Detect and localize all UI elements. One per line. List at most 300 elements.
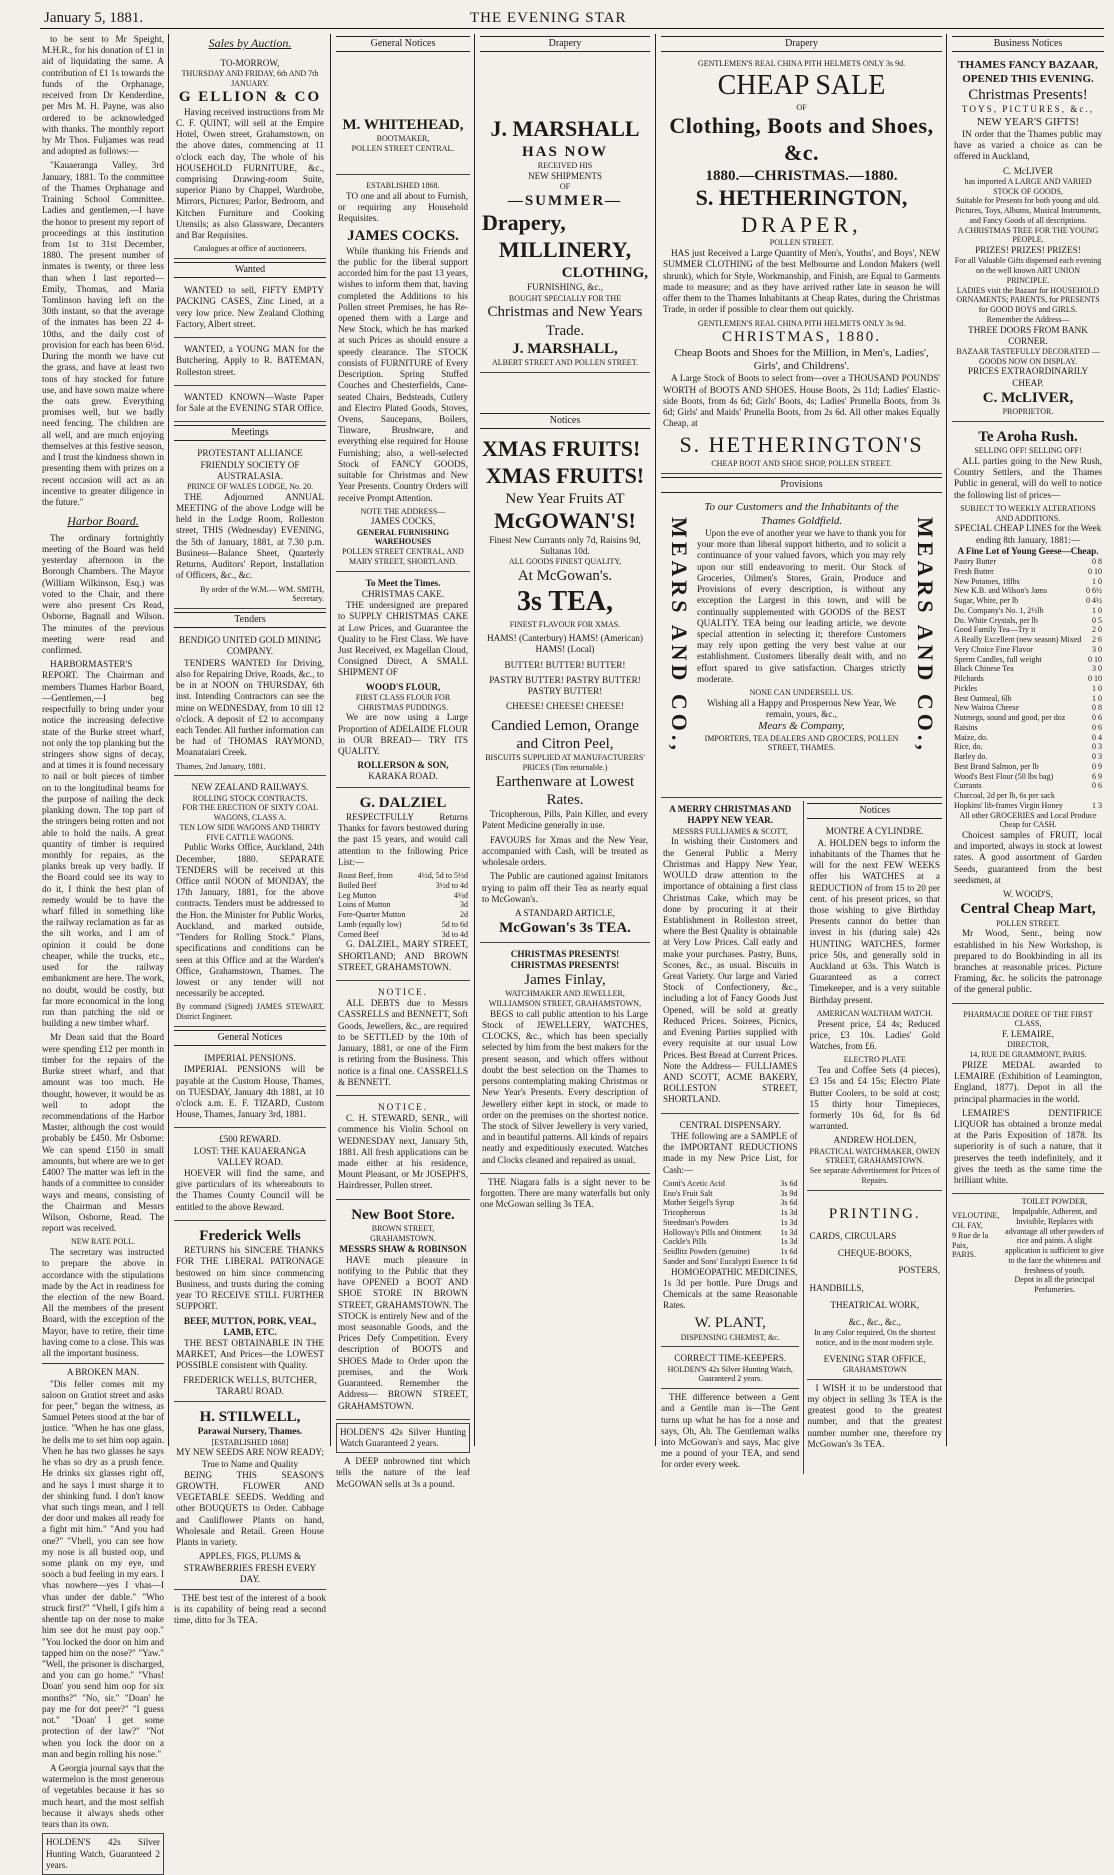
cheap-shop: CHEAP BOOT AND SHOE SHOP, POLLEN STREET. [711, 459, 892, 469]
grocery-row-label: Sperm Candles, full weight [954, 654, 1042, 664]
christmas-1880-2: CHRISTMAS, 1880. [721, 329, 882, 346]
at-mcgowans: At McGowan's. [517, 568, 613, 585]
toilet-text: Impalpable, Adherent, and Invisible, Replaces with advantage all other powders of rice and paints. A slight application is sufficient to give to the face the whiteness and freshness of youth. [1005, 1207, 1104, 1275]
dalziel-text: RESPECTFULLY Returns Thanks for favors bestowed during the past 15 years, and would call attention to the following Price List:— [338, 811, 468, 867]
grocery-row-label: Wood's Best Flour (50 lbs bag) [954, 771, 1054, 781]
whitehead-name: M. WHITEHEAD, [342, 117, 464, 134]
price-row [338, 920, 468, 930]
established: [ESTABLISHED 1868] [211, 1437, 289, 1447]
column-general-notices [336, 34, 470, 1489]
biscuits: BISCUITS SUPPLIED AT MANUFACTURERS' PRICES (Tins returnable.) [485, 753, 645, 772]
drug-row [663, 1228, 797, 1238]
grocery-row-price: 0 10 [1088, 654, 1102, 664]
f-lemaire: F. LEMAIRE, [1001, 1029, 1055, 1040]
butter: BUTTER! BUTTER! BUTTER! [504, 659, 626, 670]
wood-text: Mr Wood, Senr., being now established in his New Workshop, is prepared to do Bookbinding in all its branches at reasonable prices. Picture Framing, &c. he solicits the patronage of the general public. [954, 928, 1102, 995]
masthead-rule [40, 28, 1104, 29]
grocery-row-price: 3 0 [1092, 644, 1102, 654]
column-auctions [174, 34, 326, 1626]
draper: DRAPER, [741, 211, 862, 237]
new-rate-poll-heading: NEW RATE POLL. [70, 1237, 136, 1247]
holden-small: HOLDEN'S 42s Silver Hunting Watch, Guaranteed 2 years. [667, 1364, 793, 1384]
grocery-row-price: 0 4½ [1086, 596, 1102, 606]
new-year-fruits: New Year Fruits AT [505, 490, 625, 507]
veloutine: VELOUTINE, [952, 1211, 1000, 1221]
cheque-books: CHEQUE-BOOKS, [837, 1248, 912, 1259]
finlay-text: BEGS to call public attention to his Large Stock of JEWELLERY, WATCHES, CLOCKS, &c., which has been specially selected by him from the best makers for the present season, and which offers without doubt the best selection on the Thames to persons contemplating making Christmas or New Year's Presents. Every description of Jewellery either kept in stock, or made to order on the premises on the shortest notice. The stock of Silver Jewellery is very varied, and in beautiful patterns. All kinds of repairs neatly and expeditiously executed. Watches and Clocks cleaned and repaired as usual. [482, 1008, 648, 1165]
marshall-address: ALBERT STREET AND POLLEN STREET. [492, 358, 638, 368]
drug-row-price: 3s 9d [780, 1188, 798, 1198]
shaw-text: HAVE much pleasure in notifying to the Public that they have OPENED a BOOT AND SHOE STORE IN BROWN STREET, GRAHAMSTOWN. The STOCK is entirely New and of the most seasonable Goods, and the Prices Defy Competition. Every description of BOOTS and SHOES Made to Order upon the premises, and the Work Guaranteed. Remember the Address— BROWN STREET, GRAHAMSTOWN. [338, 1254, 468, 1411]
grocery-row [954, 713, 1102, 723]
drug-row-label: Seidlitz Powders (genuine) [663, 1247, 750, 1257]
established-1868: ESTABLISHED 1868. [366, 180, 440, 190]
clothing: CLOTHING, [561, 264, 648, 281]
mears-vertical-left: MEARS AND CO., [666, 517, 692, 755]
correct-timekeepers: CORRECT TIME-KEEPERS. [674, 1353, 787, 1364]
mears-vertical-right: MEARS AND CO., [913, 517, 938, 755]
grocery-row-label: Best Brand Salmon, per lb [954, 761, 1039, 771]
drug-row [663, 1237, 797, 1247]
toys-pictures: TOYS, PICTURES, &c., [961, 104, 1095, 115]
new-seeds: MY NEW SEEDS ARE NOW READY; True to Name and Quality [176, 1447, 324, 1469]
toilet-left [952, 1197, 1002, 1295]
drug-row-price: 3s 6d [780, 1178, 798, 1188]
grocery-row-label: New Potatoes, 18lbs [954, 576, 1020, 586]
hetherington: S. HETHERINGTON, [695, 184, 908, 210]
lost-road: LOST: THE KAUAERANGA VALLEY ROAD. [193, 1145, 307, 1167]
fw-butcher: FREDERICK WELLS, BUTCHER, TARARU ROAD. [183, 1374, 317, 1396]
grocery-row-label: A Really Excellent (new season) Mixed [954, 635, 1082, 645]
any-color: In any Color required, On the shortest notice, and in the most modern style. [813, 1328, 936, 1347]
grocery-row [954, 781, 1102, 791]
prizes: PRIZES! PRIZES! PRIZES! [975, 245, 1081, 256]
column-divider [330, 34, 331, 1446]
stilwell: H. STILWELL, [199, 1409, 301, 1426]
drug-row-price: 3s 6d [780, 1198, 798, 1208]
grocery-row-label: Fresh Butter [954, 566, 994, 576]
drapery-word: Drapery, [482, 210, 566, 236]
business-notices-heading: Business Notices [952, 36, 1104, 52]
grocery-row [954, 655, 1102, 665]
grocery-row-price: 0 3 [1092, 742, 1102, 752]
new-shipments: NEW SHIPMENTS [527, 171, 603, 182]
harbormaster-report: HARBORMASTER'S REPORT. The Chairman and members Thames Harbor Board,—Gentlemen,—I beg respectfully to bring under your notice the increasing defective state of the Burke street wharf, not only the top planking but the stringers show signs of decay, and at times it is found necessary to nail or bolt pieces of timber on to the longitudinal beams for the purpose of nailing the deck planking down. The top part of the stringers being rotten and not able to hold the nails. A great quantity of timber is required monthly for repairs, as the planks break up very badly. If the Board could see its way to do it, I think the best plan of remedy would be to have the wharf filled in something like the railway reclamation as far as the silt works, and I am of opinion it could be done cheaper, while the trucks, etc., used for the railway embankment are here. The work, no doubt, would be costly, but far more economical in the long run than patching the old or building a new timber wharf. [42, 659, 164, 1029]
whitehead-address: POLLEN STREET CENTRAL. [351, 144, 455, 154]
grocery-row-label: New K.B. and Wilson's Jams [954, 586, 1047, 596]
toilet-right [1005, 1197, 1104, 1295]
wanted-known: WANTED KNOWN—Waste Paper for Sale at the EVENING STAR Office. [176, 391, 324, 413]
cocks-text: While thanking his Friends and the public for the liberal support accorded him for the past 13 years, wishes to inform them that, having completed the Additions to his Pollen street Premises, he has Re-opened them with a Large and New Stock, which he has marked at such Prices as should ensure a speedy clearance. The STOCK consists of FURNITURE of Every Description. Spring Stuffed Couches and Chesterfields, Cane-seated Chairs, Bedsteads, Cutlery and Electro Plated Goods, Stoves, Ovens, Saucepans, Boilers, Tinware, Brushware, and everything else required for House Furnishing; also, a well-selected Stock of FANCY GOODS, suitable for Christmas and New Year Presents. Country Orders will receive Prompt Attention. [338, 245, 468, 503]
grocery-row-price: 0 10 [1088, 566, 1102, 576]
imperial-text: IMPERIAL PENSIONS will be payable at the Custom House, Thames, on TUESDAY, January 4th 1881, at 10 o'clock a.m. E. F. TIZARD, Custom House, Thames, January 3rd, 1881. [176, 1064, 324, 1120]
beef-text: THE BEST OBTAINABLE IN THE MARKET, And Prices—the LOWEST POSSIBLE consistent with Quality. [176, 1337, 324, 1371]
grocery-row [954, 635, 1102, 645]
drug-row [663, 1218, 797, 1228]
grocery-row-label: Do. Company's No. 1, 2½lb [954, 605, 1044, 615]
imperial-pensions: IMPERIAL PENSIONS. [204, 1053, 296, 1064]
grocery-row-price: 1 0 [1092, 683, 1102, 693]
notice-heading: NOTICE. [378, 1101, 428, 1112]
drug-row-label: Cockle's Pills [663, 1237, 707, 1247]
wishing: Wishing all a Happy and Prosperous New Year, We remain, yours, &c., [707, 697, 896, 720]
grocery-row-price: 0 6½ [1086, 586, 1102, 596]
christmas-1880: 1880.—CHRISTMAS.—1880. [705, 167, 898, 184]
grocery-row [954, 674, 1102, 684]
notice-violin: C. H. STEWARD, SENR., will commence his Violin School on WEDNESDAY next, January 5th, 1881. All fresh applications can be made either at his residence, Mount Pleasant, or Mr JOSEPH'S, Hairdresser, Pollen street. [338, 1113, 468, 1191]
column-drapery-provisions [661, 34, 942, 1470]
price-row-label: Leg Mutton [338, 890, 376, 900]
drug-row-price: 1s 6d [780, 1247, 798, 1257]
grocery-row-label: Rice, do. [954, 742, 983, 752]
cheese: CHEESE! CHEESE! CHEESE! [506, 701, 624, 712]
grocery-row [954, 801, 1102, 811]
price-row-label: Roast Beef, from [338, 871, 393, 881]
drug-row-price: 1s 3d [780, 1227, 798, 1237]
new-years-gifts: NEW YEAR'S GIFTS! [976, 115, 1080, 128]
pharmacie-doree: PHARMACIE DOREE OF THE FIRST CLASS, [963, 1009, 1093, 1029]
grocery-row-label: New Wairoa Cheese [954, 703, 1019, 713]
holden-ad: HOLDEN'S 42s Silver Hunting Watch Guaranteed 2 years. [336, 1423, 470, 1453]
grocery-row-price: 0 3 [1092, 752, 1102, 762]
grocery-row-label: Raisins [954, 722, 978, 732]
earthenware: Earthenware at Lowest Rates. [495, 773, 635, 808]
difference: THE difference between a Gent and a Gentile man is—The Gent turns up what he has for a nose and says, Oh, Ah. The Gentleman walks into McGowan's and says, Mac give me a pound of your TEA, and send for order every week. [661, 1392, 800, 1470]
grocery-row-price: 0 4 [1092, 732, 1102, 742]
note-address: NOTE THE ADDRESS— [360, 506, 446, 516]
central-cheap-mart: Central Cheap Mart, [960, 901, 1096, 918]
price-row-price: 3d [460, 900, 468, 910]
furnish-text: TO one and all about to Furnish, or requiring any Household Requisites. [338, 190, 468, 224]
fancy-text: IN order that the Thames public may have as varied a choice as can be offered in Auckland, [954, 128, 1102, 162]
holden-ad: HOLDEN'S 42s Silver Hunting Watch, Guaranteed 2 years. [42, 1833, 164, 1875]
general-notices-heading: General Notices [174, 1030, 326, 1046]
price-row [338, 930, 468, 940]
grocery-row [954, 772, 1102, 782]
price-row [338, 871, 468, 881]
finest-flavour: FINEST FLAVOUR FOR XMAS. [509, 619, 621, 629]
grocery-row [954, 557, 1102, 567]
drug-row [663, 1257, 797, 1267]
grocery-row-price: 1 0 [1092, 693, 1102, 703]
xmas-fruits-1: XMAS FRUITS! [482, 436, 641, 462]
price-row-price: 3d to 4d [441, 929, 468, 939]
bendigo-date: Thames, 2nd January, 1881. [176, 761, 266, 771]
drug-row-price: 1s 6d [780, 1256, 798, 1266]
rue-paix: 9 Rue de la [952, 1230, 989, 1240]
lodge-order: By order of the W.M.— WM. SMITH, Secretary. [200, 584, 324, 604]
evening-star-office: EVENING STAR OFFICE, [823, 1353, 926, 1364]
best-test: THE best test of the interest of a book is its capability of being read a second time, ditto for 3s TEA. [174, 1592, 326, 1626]
grocery-row-price: 2 0 [1092, 625, 1102, 635]
director: DIRECTOR, [1007, 1040, 1049, 1050]
parawai-nursery: Parawai Nursery, Thames. [197, 1426, 303, 1437]
price-row-price: 4½d, 5d to 5½d [417, 871, 468, 881]
subject-to: SUBJECT TO WEEKLY ALTERATIONS AND ADDITIONS. [960, 503, 1096, 523]
price-row-label: Loins of Mutton [338, 900, 391, 910]
column-business-notices [952, 34, 1104, 1446]
drug-row [663, 1189, 797, 1199]
grocery-row [954, 791, 1102, 801]
grocery-row-label: Sugar, White, per lb [954, 596, 1019, 606]
grocery-row-label: Pastry Butter [954, 557, 996, 567]
central-text: THE following are a SAMPLE of the IMPORTANT REDUCTIONS made in my New Price List, for Cash:— [663, 1130, 798, 1175]
tricopherous: Tricopherous, Pills, Pain Killer, and every Patent Medicine generally in use. [482, 809, 648, 831]
rollerson: ROLLERSON & SON, [357, 760, 449, 771]
fuljames-text: In wishing their Customers and the General Public a Merry Christmas and Happy New Year, WOULD draw attention to the importance of obtaining a first class Christmas Cake, which may be done by procuring it at their Establishment in Rolleston street, where the Best Quality is obtainable at Very Low Prices. Call early and make your purchases. Pastry, Buns, Scones, &c., as usual. Biscuits in Great Variety. Our large and Varied Stock of Confectionery, &c., including a lot of Fancy Goods Just Opened, will be sold at greatly Reduced Prices. Soirees, Picnics, and Evening Parties supplied with every requisite at our usual Low Prices. Best Bread at Current Prices. Note the Address— FULLJAMES AND SCOTT, ACME BAKERY, ROLLESTON STREET, SHORTLAND. [663, 836, 798, 1105]
grocery-row-price: 3 0 [1092, 664, 1102, 674]
grocery-row-price: 0 8 [1092, 557, 1102, 567]
price-row [338, 910, 468, 920]
james-cocks-2: JAMES COCKS, [370, 516, 436, 527]
broken-man-text: "Dis feller comes mit my saloon on Gratiot street and asks for peer," began the witness, as Samuel Peters stood at the bar of justice. "When he has one glass, he dells me to set him oop again. Vhen he has two glasses he says he vhas so dry as a prush fence. He drinks six glasses right off, and he says I must sharge it to der shinking fund. I don't know vhat such tings mean, and I tell der door und makes all ready for a fight mit him." "And you had one?" "Vhell, you can see how my nose is all busted oop, und some plank on my eye, und sooch a bud feeling in my ears. I vhas nowhere—yes I vhas—I vhas under der dable." "Who struck first?" "Vhell, I gifs him a shentle tap on der nose to make him see dot he must pay oop." "You locked the door on him and tapped him on the nose?" "Yaw." "Well, the prisoner is discharged, and you can go home." "Vhas! Doan' you send him oop for six months?" "No, sir." "Doan' he pay me for dot peer?" "I guess not." "Doan' I get some protection of der law?" "Not when you lock the door on a man and begin rolling his nose." [42, 1378, 164, 1759]
price-row-price: 3½d to 4d [435, 880, 468, 890]
grocery-row [954, 703, 1102, 713]
ch-fay: CH. FAY, [952, 1221, 983, 1231]
tomorrow-label: TO-MORROW, [220, 57, 280, 68]
drug-row-price: 1s 3d [780, 1208, 798, 1218]
sales-heading: Sales by Auction. [208, 36, 292, 50]
clothing-boots: Clothing, Boots and Shoes, &c. [669, 112, 934, 165]
customers-greeting: To our Customers and the Inhabitants of the Thames Goldfield. [704, 501, 899, 527]
valuable-gifts: For all Valuable Gifts dispensed each evening on the well known ART UNION PRINCIPLE. [954, 256, 1102, 285]
dalziel: G. DALZIEL [359, 794, 447, 811]
drug-row-label: Mother Seigel's Syrup [663, 1198, 735, 1208]
grocery-row [954, 684, 1102, 694]
grocery-row [954, 742, 1102, 752]
grocery-row [954, 586, 1102, 596]
paris: PARIS. [952, 1250, 976, 1260]
bazaar-decorated: BAZAAR TASTEFULLY DECORATED —GOODS NOW ON DISPLAY. [956, 346, 1100, 366]
grocery-row-label: Charcoal, 2d per lb, 6s per sack [954, 791, 1055, 801]
grocery-row-label: Barley do. [954, 752, 988, 762]
drug-row-label: Tricopherous [663, 1208, 706, 1218]
meetings-heading: Meetings [174, 425, 326, 441]
drug-row-label: Sander and Sons' Eucalypti Essence [663, 1256, 779, 1266]
watchmaker: PRACTICAL WATCHMAKER, OWEN STREET, GRAHAMSTOWN. [809, 1146, 940, 1166]
fw-text: RETURNS his SINCERE THANKS FOR THE LIBERAL PATRONAGE bestowed on him since commencing Business, and trusts during the coming year TO RECEIVE STILL FURTHER SUPPORT. [176, 1245, 324, 1312]
fuljames: MESSRS FULLJAMES & SCOTT, [672, 826, 788, 836]
protestant-alliance: PROTESTANT ALLIANCE FRIENDLY SOCIETY OF AUSTRALASIA. [197, 448, 303, 481]
column-drapery [480, 34, 650, 1446]
grocery-row [954, 567, 1102, 577]
none-undersell: NONE CAN UNDERSELL US. [749, 688, 854, 698]
grocery-row-label: Currants [954, 781, 982, 791]
price-row [338, 881, 468, 891]
prices-cheap: PRICES EXTRAORDINARILY CHEAP. [967, 366, 1089, 388]
printing: PRINTING. [828, 1205, 921, 1222]
grocery-row-price: 0 6 [1092, 722, 1102, 732]
general-notices-heading: General Notices [336, 36, 470, 52]
helmets: GENTLEMEN'S REAL CHINA PITH HELMETS ONLY 3s 9d. [697, 59, 906, 69]
gellion-text: Having received instructions from Mr C. F. QUINT, will sell at the Empire Hotel, Owen street, Grahamstown, on the above dates, commencing at 11 o'clock each day, The whole of his HOUSEHOLD FURNITURE, &c., comprising Drawing-room Suite, superior Piano by Chappel, Wardrobe, Mirrors, Pictures; Parlor, Bedroom, and Kitchen Furniture and Cooking Utensils; as also Glassware, Decanters and Bar Requisites. [176, 106, 324, 241]
finlay-sub: WATCHMAKER AND JEWELLER, WILLIAMSON STREET, GRAHAMSTOWN, [488, 989, 642, 1008]
i-wish: I WISH it to be understood that my object in selling 3s TEA is the greatest good to the greatest number, and that the greatest number number one, therefore try McGowan's 3s TEA. [807, 1382, 942, 1449]
christmas-tree: A CHRISTMAS TREE FOR THE YOUNG PEOPLE. [957, 225, 1099, 245]
samples-text: Choicest samples of FRUIT, local and imported, always in stock at lowest rates. A good assortment of Garden Seeds, guaranteed from the best seedsmen, at [954, 830, 1102, 885]
grocery-row-label: Hopkins' lib-frames Virgin Honey [954, 800, 1063, 810]
apples: APPLES, FIGS, PLUMS & STRAWBERRIES FRESH EVERY DAY. [183, 1551, 317, 1584]
waltham-text: Present price, £4 4s; Reduced price, £3 10s. Ladies' Gold Watches, from £6. [809, 1018, 940, 1052]
notices-heading: Notices [480, 413, 650, 429]
grocery-row [954, 752, 1102, 762]
grocery-row-price: 0 5 [1092, 615, 1102, 625]
marshall-2: J. MARSHALL, [512, 340, 618, 357]
wanted-cases: WANTED to sell, FIFTY EMPTY PACKING CASES, Zinc Lined, at a very low price. New Zealand Clothing Factory, Albert street. [176, 285, 324, 329]
hetherington-2: S. HETHERINGTON'S [679, 432, 924, 458]
suitable: Suitable for Presents for both young and old. [956, 196, 1100, 206]
new-boot-store: New Boot Store. [351, 1206, 455, 1223]
drug-list [663, 1179, 797, 1267]
posters: POSTERS, [898, 1265, 940, 1276]
grocery-row-label: Maize, do. [954, 732, 988, 742]
orphanage-report: "Kauaeranga Valley, 3rd January, 1881. To the committee of the Thames Orphanage and Training School Committee. Ladies and gentlemen,—I have the honor to present my report of proceedings at this institution from 1st to 31st December, 1880. The present number of inmates is twenty, or three less than when I last reported—Emily, Thomas, and Maria Tomlinson having left on the 30th instant, so that the average of the inmates has been 22 4-10ths, and the daily cost of provision for each has been 6½d. During the month we have cut the grass, and have at least two tons of hay stocked for future use, and have sown maize where the oats grew. Everything promises well, but we badly need fencing. The children are all well, and are much enjoying themselves at this festive season, and I trust the kindness shown in presenting them with prizes on a recent occasion will act as an incentive to greater diligence in the future." [42, 160, 164, 507]
rue-grammont: 14, RUE DE GRAMMONT, PARIS. [969, 1050, 1087, 1060]
grocery-row [954, 664, 1102, 674]
montre: MONTRE A CYLINDRE. [825, 826, 924, 837]
reward: £500 REWARD. [219, 1134, 281, 1145]
grocery-row [954, 616, 1102, 626]
grocery-row-price: 0 6 [1092, 713, 1102, 723]
drug-row-label: Conti's Acetic Acid [663, 1178, 725, 1188]
drug-row-label: Holloway's Pills and Ointment [663, 1227, 762, 1237]
grocery-row-label: Black Chinese Tea [954, 664, 1014, 674]
cheap-sale: CHEAP SALE [717, 69, 886, 101]
gellion-name: G ELLION & CO [178, 89, 322, 106]
grocery-row [954, 645, 1102, 655]
lodge-name: PRINCE OF WALES LODGE, No. 20. [186, 482, 314, 492]
price-row [338, 891, 468, 901]
lodge-text: THE Adjourned ANNUAL MEETING of the above Lodge will be held in the Lodge Room, Rolleston street, THIS (Wednesday) EVENING, the 5th of January, 1881, at 7.30 p.m. Business—Balance Sheet, Quarterly Returns, Auditors' Report, Installation of Officers, &c., &c. [176, 491, 324, 581]
mcliver: C. McLIVER [1002, 165, 1053, 176]
all-other-groceries: All other GROCERIES and Local Produce Cheap for CASH. [959, 810, 1097, 830]
drug-row [663, 1208, 797, 1218]
bendigo-text: TENDERS WANTED for Driving, also for Repairing Drive, Roads, &c., to be in at NOON on THURSDAY, 6th inst. Intending Contractors can see the mine on WEDNESDAY, from 10 till 12 o'clock. A deposit of £2 to accompany each Tender. All further information can be had of THOMAS RAYMOND, Moanataiari Creek. [176, 657, 324, 758]
col5-right-sub [803, 801, 942, 1473]
wanted-young-man: WANTED, a YOUNG MAN for the Butchering. Apply to R. BATEMAN, Rolleston street. [176, 344, 324, 377]
drapery-heading: Drapery [661, 36, 942, 52]
w-woods: W. WOOD'S, [1003, 889, 1053, 900]
dentifrice: LEMAIRE'S DENTIFRICE LIQUOR has obtained a bronze medal at the Paris Exposition of 1878. Its superiority is of such a nature, that it preserves the teeth indefinitely, and it gives the teeth as the same time the brilliant white. [954, 1107, 1102, 1186]
harbor-discussion: Mr Dean said that the Board were spending £12 per month in timber for the repairs of the Burke street wharf, and that amount was too much. He thought, however, it would be as well to adopt the recommendations of the Harbor Master, although the cost would probably be £450. Mr Osborne: We can spend £150 in small amounts, but where are we to get £400? The matter was left in the hands of a committee to consider ways and means, consisting of the Chairman and Messrs Wilson, Osborne, Read. The report was received. [42, 1032, 164, 1234]
mears-signature: Mears & Company, [758, 720, 845, 733]
price-row-label: Corned Beef [338, 929, 379, 939]
brown-street: BROWN STREET, GRAHAMSTOWN. [370, 1224, 436, 1243]
all-goods: ALL GOODS FINEST QUALITY, [508, 557, 622, 567]
drug-row [663, 1247, 797, 1257]
issue-date: January 5, 1881. [44, 10, 144, 26]
grocery-row [954, 606, 1102, 616]
cattle-wagons: TEN LOW SIDE WAGONS AND THIRTY FIVE CATTLE WAGONS. [179, 822, 321, 842]
col5-left-sub [661, 801, 799, 1473]
cards: CARDS, CIRCULARS [809, 1230, 897, 1241]
james-finlay: James Finlay, [524, 971, 606, 988]
bootmaker: BOOTMAKER, [376, 134, 430, 144]
received: RECEIVED HIS [537, 161, 593, 171]
dispensing-chemist: DISPENSING CHEMIST, &c. [680, 1332, 780, 1342]
meet-the-times: To Meet the Times. [365, 577, 441, 588]
first-class-flour: FIRST CLASS FLOUR FOR CHRISTMAS PUDDINGS. [355, 692, 451, 712]
selling-off: SELLING OFF! SELLING OFF! [974, 446, 1082, 456]
mcgowans: McGOWAN'S! [494, 508, 636, 534]
marshall-name: J. MARSHALL [490, 116, 640, 142]
grocery-row-label: Nutmegs, sound and good, per doz [954, 713, 1066, 723]
dalziel-address: G. DALZIEL, MARY STREET, SHORTLAND; AND BROWN STREET, GRAHAMSTOWN. [338, 939, 468, 972]
provisions-heading: Provisions [661, 477, 942, 493]
grahamstown: GRAHAMSTOWN [842, 1364, 907, 1374]
mcgowans-tea: McGowan's 3s TEA. [499, 920, 631, 937]
nzr-command: By command (Signed) JAMES STEWART, District Engineer. [176, 1002, 324, 1022]
column-divider [168, 34, 169, 1446]
proprietor: PROPRIETOR. [1002, 407, 1054, 417]
hetherington-text: HAS just Received a Large Quantity of Men's, Youths', and Boys', NEW SUMMER CLOTHING of the best Melbourne and London Makers (well shrunk), which for Style, Workmanship, and Finish, are Equal to Garments made to measure; and as they have arrived rather late in season he will offer them to the Thames Inhabitants at Cheap Rates, during the Christmas Trade, in order if possible to clear them out quickly. [663, 248, 940, 315]
pollen-street: POLLEN STREET. [769, 238, 834, 248]
favours: FAVOURS for Xmas and the New Year, accompanied with Cash, will be treated as wholesale orders. [482, 834, 648, 868]
pictures-toys: Pictures, Toys, Albums, Musical Instruments, and Fancy Goods of all descriptions. [955, 206, 1101, 225]
shaw-robinson: MESSRS SHAW & ROBINSON [339, 1243, 467, 1254]
of-label: OF [796, 103, 807, 113]
notices-heading: Notices [807, 803, 942, 819]
merry-christmas: A MERRY CHRISTMAS AND HAPPY NEW YEAR. [669, 804, 792, 826]
grocery-row [954, 694, 1102, 704]
summer: —SUMMER— [507, 193, 623, 210]
depot: Depot in all the principal Perfumeries. [1014, 1275, 1095, 1295]
drug-row-label: Steedman's Powders [663, 1217, 729, 1227]
frederick-wells: Frederick Wells [199, 1227, 301, 1244]
paix: Paix, [952, 1240, 969, 1250]
drug-row-price: 1s 3d [780, 1217, 798, 1227]
drapery-heading: Drapery [480, 36, 650, 52]
rolling-stock: ROLLING STOCK CONTRACTS. [192, 793, 308, 803]
three-doors: THREE DOORS FROM BANK CORNER. [968, 324, 1088, 346]
grocery-row-label: Very Choice Fine Flavor [954, 644, 1033, 654]
orphanage-text: to be sent to Mr Speight, M.H.R., for his donation of £1 in aid of liquidating the same. A contribution of £1 1s towards the funds of the Orphanage, received from Dr Kenderdine, per Mrs M. H. Payne, was also ordered to be acknowledged with thanks. The monthly report by Mr Thos. Fuljames was read and adopted as follows:— [42, 34, 164, 157]
price-row-label: Boiled Beef [338, 880, 377, 890]
adelaide-text: We are now using a Large Proportion of ADELAIDE FLOUR in OUR BREAD— TRY ITS QUALITY. [338, 712, 468, 757]
mcliver-2: C. McLIVER, [982, 389, 1074, 406]
handbills: HANDBILLS, [809, 1282, 864, 1293]
tea-3s: 3s TEA, [517, 586, 613, 618]
has-now: HAS NOW [521, 144, 609, 161]
grocery-row-price: 2 6 [1092, 635, 1102, 645]
column-divider [655, 34, 656, 1446]
of-label: OF [559, 182, 571, 192]
grocery-list [954, 557, 1102, 811]
cake-text: THE undersigned are prepared to SUPPLY CHRISTMAS CAKE at Low Prices, and Guarantee the Quality to be First Class. We have Just Received, ex Magellan Cloud, Consigned Direct, A SMALL SHIPMENT OF [338, 600, 468, 678]
grocery-row-label: Pickles [954, 683, 978, 693]
grocery-row-label: Good Family Tea—Try it [954, 625, 1036, 635]
candied-peel: Candied Lemon, Orange and Citron Peel, [491, 717, 639, 752]
grocery-row-price: 6 9 [1092, 771, 1102, 781]
coal-wagons: FOR THE ERECTION OF SIXTY COAL WAGONS, CLASS A. [182, 803, 318, 823]
price-row-price: 4½d [454, 890, 468, 900]
remember-address: Remember the Address— [986, 314, 1070, 324]
grocery-row [954, 723, 1102, 733]
homeopathic: HOMOEOPATHIC MEDICINES, 1s 3d per bottle. Pure Drugs and Chemicals at the same Reasonable Rates. [663, 1266, 798, 1311]
currants: Finest New Currants only 7d, Raisins 9d, Sultanas 10d. [489, 534, 641, 557]
newspaper-title: THE EVENING STAR [470, 10, 627, 26]
nz-railways: NEW ZEALAND RAILWAYS. [191, 782, 309, 793]
tenders-heading: Tenders [174, 612, 326, 628]
millinery: MILLINERY, [498, 237, 632, 263]
andrew-holden: ANDREW HOLDEN, [833, 1135, 916, 1146]
imported: has imported A LARGE AND VARIED STOCK OF GOODS, [964, 176, 1092, 196]
xmas-fruits-2: XMAS FRUITS! [485, 462, 645, 488]
christmas-cake: CHRISTMAS CAKE. [361, 588, 445, 599]
christmas-presents: CHRISTMAS PRESENTS! CHRISTMAS PRESENTS! [510, 948, 620, 970]
rate-text: The secretary was instructed to prepare the above in accordance with the stipulations made by the Act in readiness for the election of the new Board. All the members of the present Board, with the exception of the Mayor, have to retire, their time having come to a close. This was all the important business. [42, 1247, 164, 1359]
beef-mutton: BEEF, MUTTON, PORK, VEAL, LAMB, ETC. [183, 1315, 317, 1337]
